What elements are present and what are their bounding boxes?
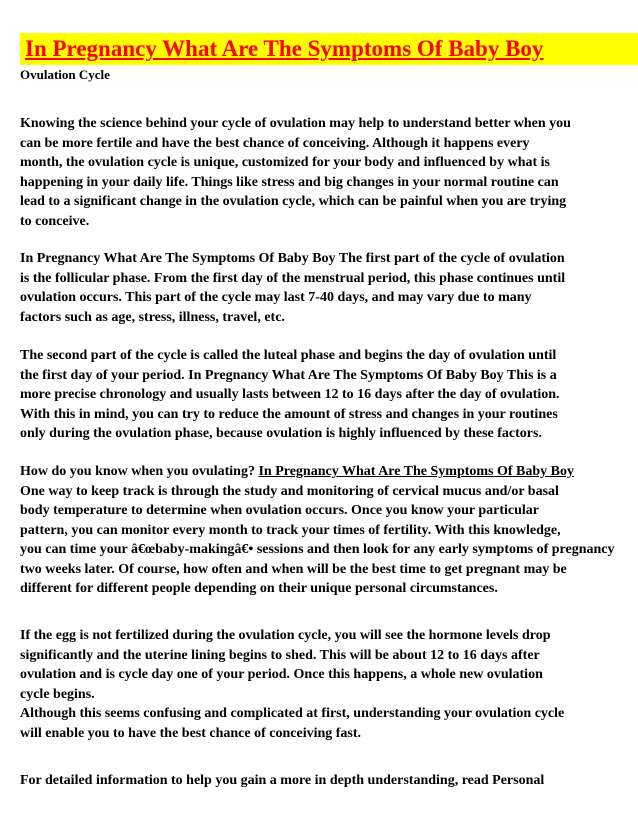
paragraph-line: is the follicular phase. From the first day of the menstrual period, this phase continues until — [20, 270, 566, 286]
paragraph-line: pattern, you can monitor every month to track your times of fertility. With this knowledge, — [20, 522, 561, 538]
paragraph-line: you can time your â€œbaby-makingâ€• sessions and then look for any early symptoms of pregnancy — [20, 542, 615, 557]
paragraph-line: only during the ovulation phase, because ovulation is highly influenced by these factors. — [20, 426, 542, 441]
paragraph-2 — [20, 249, 565, 327]
paragraph-line: happening in your daily life. Things like stress and big changes in your normal routine can — [20, 174, 559, 190]
paragraph-line: lead to a significant change in the ovulation cycle, which can be painful when you are trying — [20, 194, 567, 209]
paragraph-line: more precise chronology and usually lasts between 12 to 16 days after the day of ovulation. — [20, 387, 560, 402]
question-text: How do you know when you ovulating? — [20, 464, 259, 479]
title-link[interactable]: In Pregnancy What Are The Symptoms Of Baby Boy — [258, 464, 575, 479]
paragraph-line: Knowing the science behind your cycle of ovulation may help to understand better when you — [20, 116, 571, 131]
paragraph-line: factors such as age, stress, illness, travel, etc. — [20, 309, 285, 325]
paragraph-line: will enable you to have the best chance of conceiving fast. — [20, 725, 362, 741]
paragraph-line: The second part of the cycle is called the luteal phase and begins the day of ovulation until — [20, 348, 557, 363]
paragraph-line: body temperature to determine when ovulation occurs. Once you know your particular — [20, 503, 540, 518]
paragraph-line: month, the ovulation cycle is unique, customized for your body and influenced by what is — [20, 155, 550, 170]
paragraph-line: One way to keep track is through the study and monitoring of cervical mucus and/or basal — [20, 483, 559, 499]
paragraph-line: different for different people depending on their unique personal circumstances. — [20, 581, 498, 596]
paragraph-6 — [20, 771, 544, 791]
paragraph-line: to conceive. — [20, 213, 90, 229]
paragraph-line: two weeks later. Of course, how often and when will be the best time to get pregnant may be — [20, 561, 567, 577]
paragraph-line: With this in mind, you can try to reduce the amount of stress and changes in your routines — [20, 406, 558, 422]
paragraph-line: For detailed information to help you gain a more in depth understanding, read Personal — [20, 773, 545, 788]
paragraph-line: cycle begins. — [20, 686, 95, 702]
page-subtitle: Ovulation Cycle — [20, 67, 110, 82]
paragraph-line: can be more fertile and have the best chance of conceiving. Although it happens every — [20, 135, 530, 151]
paragraph-line: the first day of your period. In Pregnancy What Are The Symptoms Of Baby Boy This is a — [20, 367, 557, 383]
paragraph-line: Although this seems confusing and complicated at first, understanding your ovulation cycle — [20, 706, 565, 721]
paragraph-line: ovulation and is cycle day one of your period. Once this happens, a whole new ovulation — [20, 667, 543, 682]
paragraph-5 — [20, 626, 564, 743]
paragraph-first-line — [20, 462, 615, 482]
paragraph-3 — [20, 346, 560, 444]
paragraph-line: If the egg is not fertilized during the ovulation cycle, you will see the hormone levels drop — [20, 628, 551, 643]
page-title: In Pregnancy What Are The Symptoms Of Baby Boy — [25, 36, 544, 61]
paragraph-1 — [20, 114, 571, 231]
paragraph-line: ovulation occurs. This part of the cycle may last 7-40 days, and may vary due to many — [20, 290, 532, 305]
paragraph-4 — [20, 462, 615, 599]
paragraph-line: significantly and the uterine lining begins to shed. This will be about 12 to 16 days after — [20, 647, 540, 663]
paragraph-line: In Pregnancy What Are The Symptoms Of Baby Boy The first part of the cycle of ovulation — [20, 251, 565, 266]
